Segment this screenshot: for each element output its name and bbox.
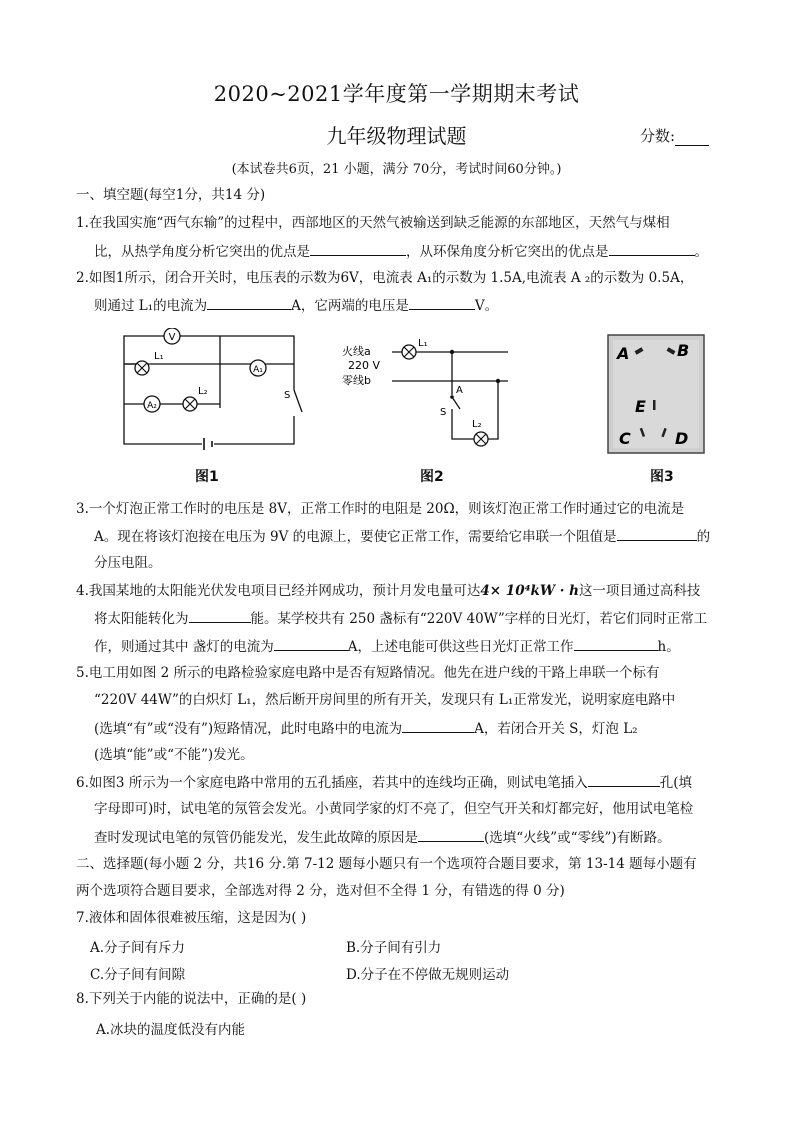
q7-option-b[interactable]: B.分子间有引力 [346, 940, 442, 956]
fig1-switch-label: S [284, 390, 291, 401]
fig1-voltmeter-label: V [168, 332, 176, 343]
section2-heading-line2: 两个选项符合题目要求，全部选对得 2 分，选对但不全得 1 分，有错选的得 0 分) [76, 883, 565, 899]
q4-text-d: 能。某学校共有 250 盏标有“220V 40W”字样的日光灯，若它们同时正常工 [250, 611, 708, 627]
q3-line1: 3.一个灯泡正常工作时的电压是 8V，正常工作时的电阻是 20Ω，则该灯泡正常工作时通过它的电流是 [76, 501, 685, 517]
fig1-a1-label: A₁ [253, 365, 263, 375]
fig3-label-e: E [635, 397, 646, 416]
q2-blank-2[interactable] [409, 296, 475, 310]
q4-text-e: 作，则通过其中 盏灯的电流为 [94, 639, 274, 655]
fig1-a2-label: A₂ [147, 401, 157, 411]
q6-text-d: (选填“火线”或“零线”)有断路。 [484, 830, 671, 846]
q2-line2 [94, 296, 498, 315]
q2-blank-1[interactable] [207, 296, 291, 310]
q6-blank-1[interactable] [588, 773, 660, 787]
q4-text-f: A，上述电能可供这些日光灯正常工作 [347, 639, 574, 655]
q1-text-a: 比，从热学角度分析它突出的优点是 [94, 244, 310, 260]
q3-text-b: 的 [696, 529, 711, 545]
q5-line3 [94, 719, 638, 738]
q3-line2 [94, 527, 710, 546]
q5-blank[interactable] [402, 719, 474, 733]
q4-line1 [76, 582, 700, 600]
q4-blank-1[interactable] [189, 609, 251, 623]
q1-text-c: 。 [694, 244, 708, 260]
q4-text-b: 这一项目通过高科技 [578, 583, 701, 599]
q5-text-a: (选填“有”或“没有”)短路情况，此时电路中的电流为 [94, 721, 403, 737]
q6-text-b: 孔(填 [659, 775, 693, 791]
q4-text-a: 4.我国某地的太阳能光伏发电项目已经并网成功，预计月发电量可达 [76, 583, 481, 599]
score-blank[interactable] [675, 131, 709, 146]
q3-blank[interactable] [617, 527, 697, 541]
fig2-neutral-label: 零线b [342, 374, 371, 387]
fig2-switch-label: S [440, 407, 447, 418]
q6-blank-2[interactable] [418, 828, 484, 842]
q4-text-g: h。 [657, 639, 680, 655]
q6-text-c: 查时发现试电笔的氖管仍能发光，发生此故障的原因是 [94, 830, 418, 846]
fig2-l1-label: L₁ [418, 338, 428, 349]
q4-line2 [94, 609, 707, 628]
q4-blank-2[interactable] [274, 637, 348, 651]
score-label: 分数: [640, 127, 676, 145]
fig2-voltage-label: 220 V [348, 359, 381, 372]
q8-stem: 8.下列关于内能的说法中，正确的是( ) [76, 991, 307, 1007]
q7-option-d[interactable]: D.分子在不停做无规则运动 [346, 967, 510, 983]
q6-line1 [76, 773, 692, 792]
q7-stem: 7.液体和固体很难被压缩，这是因为( ) [76, 910, 307, 926]
q4-line3 [94, 637, 680, 656]
q1-text-b: ，从环保角度分析它突出的优点是 [406, 244, 609, 260]
figure1-caption: 图1 [195, 469, 219, 485]
q5-line1: 5.电工用如图 2 所示的电路检验家庭电路中是否有短路情况。他先在进户线的干路上串联一个标有 [76, 665, 660, 681]
q4-energy-value: 4× 10⁴kW · h [480, 583, 579, 599]
figure2-caption: 图2 [420, 469, 444, 485]
fig2-l2-label: L₂ [472, 419, 482, 430]
q2-line1: 2.如图1所示，闭合开关时，电压表的示数为6V，电流表 A₁的示数为 1.5A,电流表 A ₂的示数为 0.5A， [76, 270, 694, 286]
section1-heading: 一、填空题(每空1分，共14 分) [76, 187, 266, 203]
section2-heading-line1: 二、选择题(每小题 2 分，共16 分.第 7-12 题每小题只有一个选项符合题目要求，第 13-14 题每小题有 [76, 856, 697, 872]
q5-text-b: A，若闭合开关 S，灯泡 L₂ [474, 721, 638, 737]
fig3-label-c: C [619, 429, 631, 448]
exam-note: (本试卷共6页，21 小题，满分 70分，考试时间60分钟。) [231, 162, 562, 177]
q4-text-c: 将太阳能转化为 [94, 611, 189, 627]
q5-line4: (选填“能”或“不能”)发光。 [94, 747, 254, 763]
figure3-socket-photo [607, 334, 705, 454]
fig3-label-b: B [677, 341, 690, 360]
q6-text-a: 6.如图3 所示为一个家庭电路中常用的五孔插座，若其中的连线均正确，则试电笔插入 [76, 775, 588, 791]
q1-blank-2[interactable] [609, 242, 695, 256]
fig1-l1-label: L₁ [154, 351, 164, 362]
q4-blank-3[interactable] [574, 637, 658, 651]
q8-option-a[interactable]: A.冰块的温度低没有内能 [96, 1022, 246, 1038]
q7-option-a[interactable]: A.分子间有斥力 [90, 940, 186, 956]
fig2-live-label: 火线a [342, 345, 371, 358]
q7-option-c[interactable]: C.分子间有间隙 [90, 967, 186, 983]
q2-text-a: 则通过 L₁的电流为 [94, 298, 208, 314]
figure1-circuit [118, 328, 308, 453]
score-field [640, 125, 709, 146]
fig1-l2-label: L₂ [198, 386, 208, 397]
exam-subtitle: 九年级物理试题 [326, 124, 467, 148]
q5-line2: “220V 44W”的白炽灯 L₁，然后断开房间里的所有开关，发现只有 L₁正常发光，说明家庭电路中 [94, 692, 676, 708]
fig3-label-d: D [675, 429, 689, 448]
q1-blank-1[interactable] [310, 242, 406, 256]
fig3-label-a: A [617, 344, 630, 363]
q1-line1: 1.在我国实施“西气东输”的过程中，西部地区的天然气被输送到缺乏能源的东部地区，天然气与煤相 [76, 215, 670, 231]
q3-line3: 分压电阻。 [94, 555, 162, 571]
figure3-caption: 图3 [650, 469, 674, 485]
q1-line2 [94, 242, 708, 261]
q2-text-c: V。 [474, 298, 499, 314]
q2-text-b: A，它两端的电压是 [291, 298, 409, 314]
q3-text-a: A。现在将该灯泡接在电压为 9V 的电源上，要使它正常工作，需要给它串联一个阻值是 [94, 529, 617, 545]
q6-line2: 字母即可)时，试电笔的氖管会发光。小黄同学家的灯不亮了，但空气开关和灯都完好，他用试电笔检 [94, 801, 694, 817]
fig2-point-a-label: A [456, 385, 463, 396]
figure2-circuit [340, 335, 510, 450]
q6-line3 [94, 828, 671, 847]
exam-title: 2020~2021学年度第一学期期末考试 [213, 82, 580, 106]
